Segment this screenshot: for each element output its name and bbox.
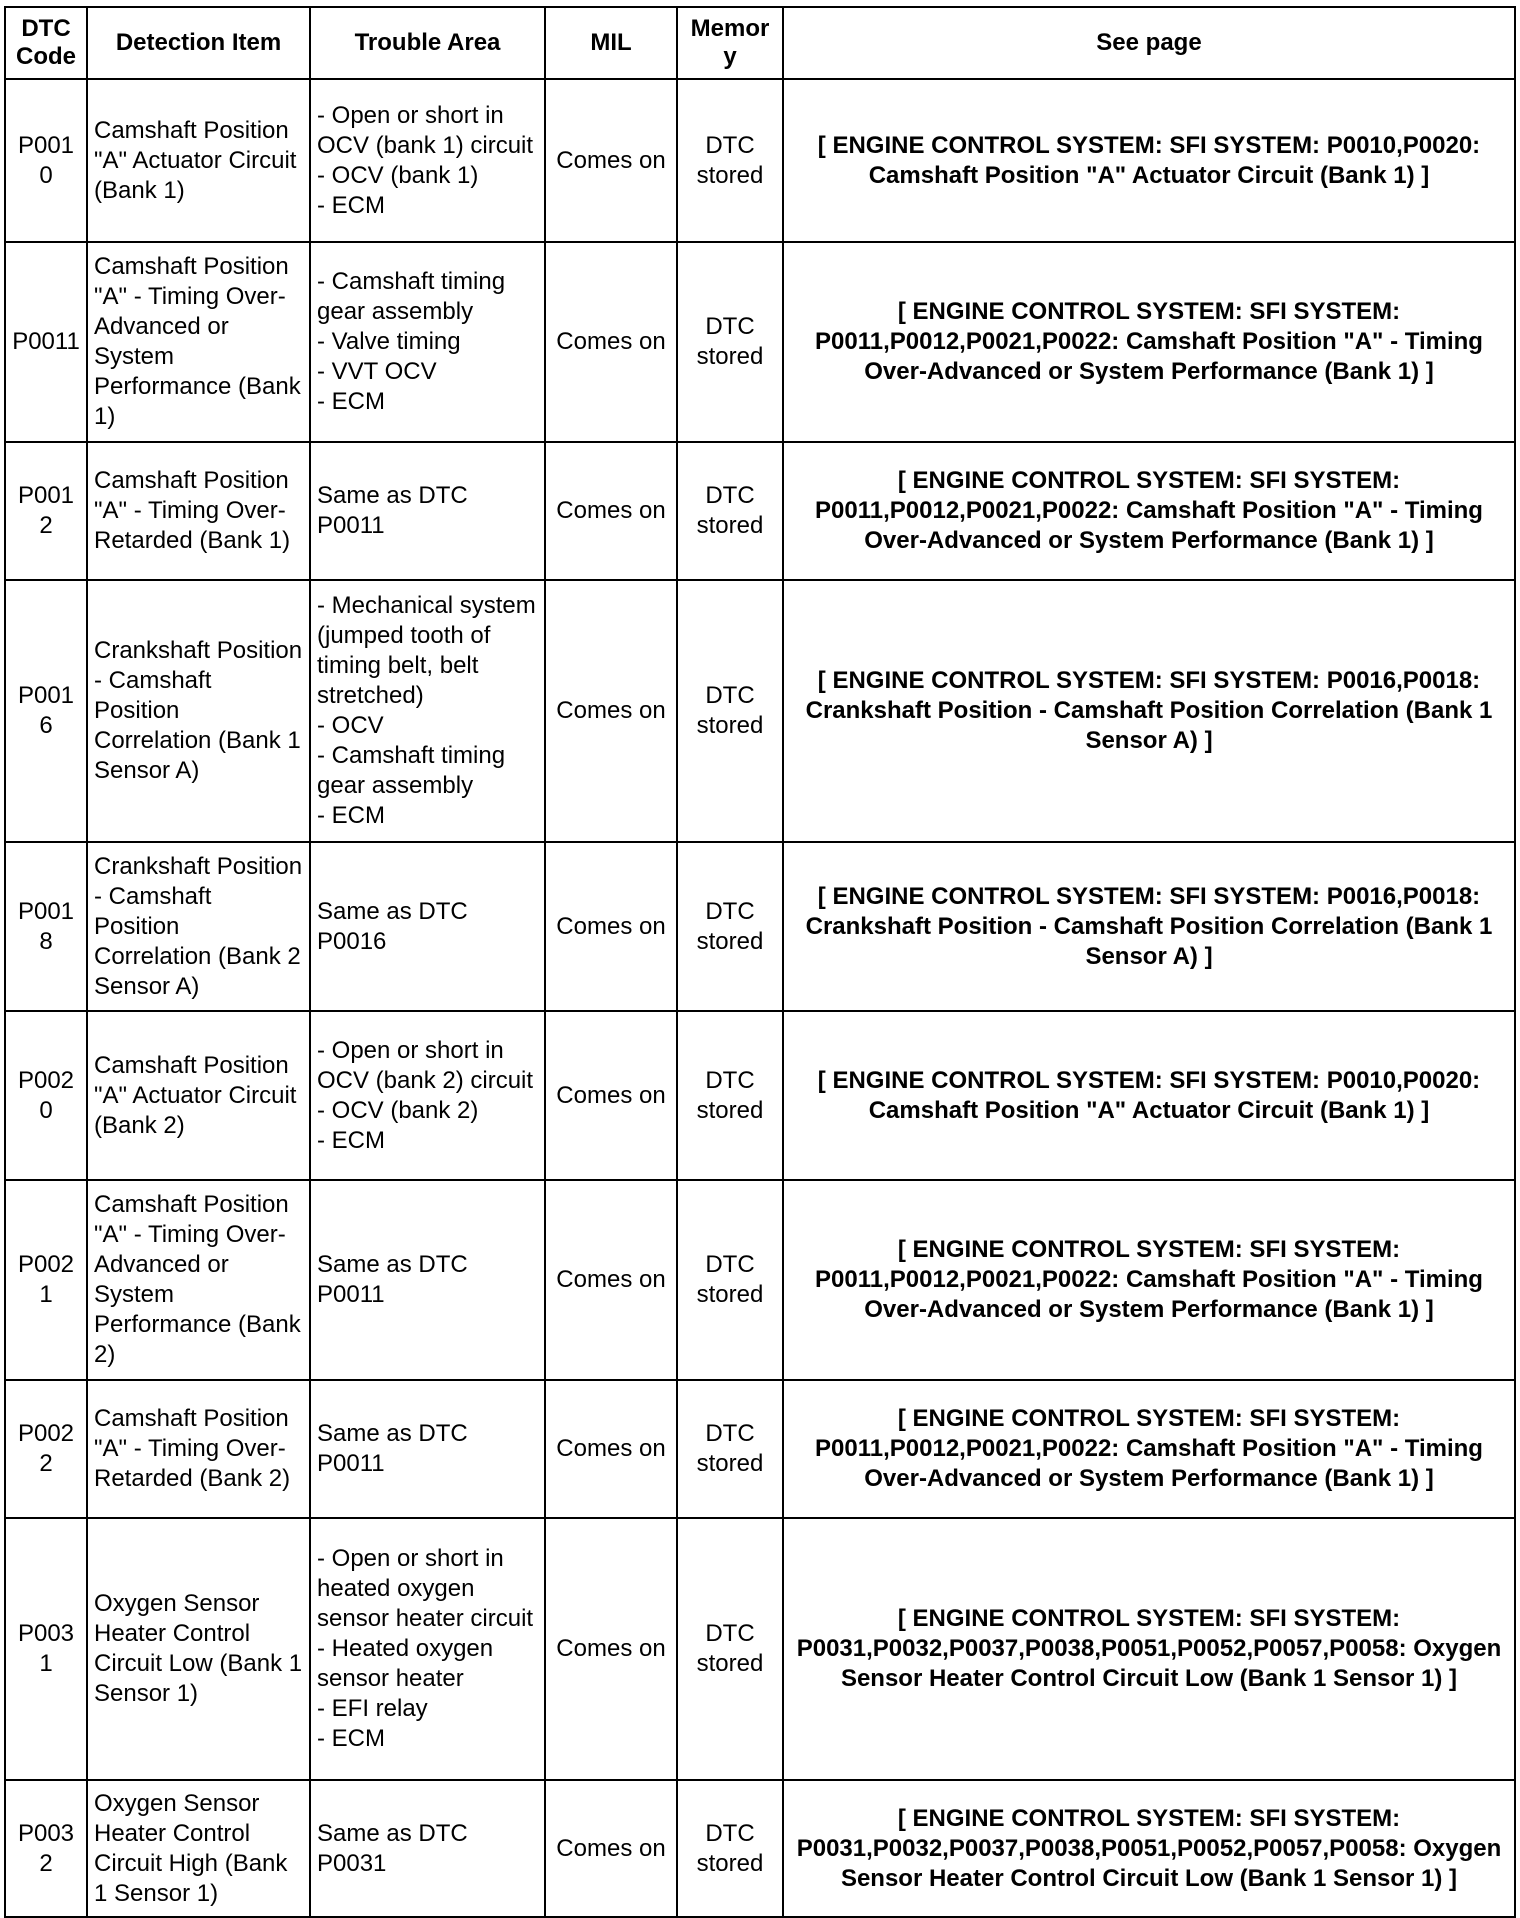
see-page-link[interactable]: [ ENGINE CONTROL SYSTEM: SFI SYSTEM: P0031,P0032,P0037,P0038,P0051,P0052,P0057,P0058: Oxygen Sensor Heater Control Circuit Low (Bank 1 Sensor 1) ] (783, 1518, 1515, 1780)
trouble-area-line: - ECM (317, 1126, 385, 1154)
trouble-area-line: - Valve timing (317, 328, 461, 355)
see-page-link[interactable]: [ ENGINE CONTROL SYSTEM: SFI SYSTEM: P0016,P0018: Crankshaft Position - Camshaft Position Correlation (Bank 1 Sensor A) ] (783, 842, 1515, 1011)
see-page-link[interactable]: [ ENGINE CONTROL SYSTEM: SFI SYSTEM: P0011,P0012,P0021,P0022: Camshaft Position "A" - Timing Over-Advanced or System Performance (Bank 1) ] (783, 1180, 1515, 1380)
mil-cell: Comes on (545, 1518, 677, 1780)
table-row (5, 842, 1515, 1011)
trouble-area-cell (310, 580, 545, 842)
memory-cell: DTC stored (677, 1380, 783, 1518)
trouble-area-line: Same as DTC P0011 (317, 1420, 468, 1477)
table-row (5, 1780, 1515, 1917)
dtc-code-cell: P0012 (5, 442, 87, 580)
memory-cell: DTC stored (677, 842, 783, 1011)
table-body (5, 79, 1515, 1917)
dtc-code-cell: P0018 (5, 842, 87, 1011)
header-memory: Memory (677, 7, 783, 79)
table-row (5, 1380, 1515, 1518)
mil-cell: Comes on (545, 1180, 677, 1380)
table-row (5, 1180, 1515, 1380)
mil-cell: Comes on (545, 1380, 677, 1518)
trouble-area-line: - OCV (317, 712, 384, 739)
dtc-code-cell: P0016 (5, 580, 87, 842)
trouble-area-line: - Open or short in OCV (bank 1) circuit (317, 101, 534, 159)
detection-item-cell: Camshaft Position "A" - Timing Over-Advanced or System Performance (Bank 1) (87, 242, 310, 442)
trouble-area-cell (310, 1518, 545, 1780)
trouble-area-cell (310, 1180, 545, 1380)
mil-cell: Comes on (545, 442, 677, 580)
memory-cell: DTC stored (677, 242, 783, 442)
trouble-area-line: - Open or short in heated oxygen sensor heater circuit (317, 1545, 534, 1632)
detection-item-cell: Oxygen Sensor Heater Control Circuit High (Bank 1 Sensor 1) (87, 1780, 310, 1917)
header-mil: MIL (545, 7, 677, 79)
header-dtc-code: DTC Code (5, 7, 87, 79)
trouble-area-line: - OCV (bank 2) (317, 1096, 479, 1124)
table-row (5, 580, 1515, 842)
dtc-code-cell: P0020 (5, 1011, 87, 1180)
mil-cell: Comes on (545, 1011, 677, 1180)
trouble-area-line: - ECM (317, 802, 385, 829)
trouble-area-line: - VVT OCV (317, 358, 437, 385)
table-row (5, 442, 1515, 580)
table-row (5, 242, 1515, 442)
trouble-area-cell (310, 442, 545, 580)
table-header (5, 7, 1515, 79)
trouble-area-line: - Open or short in OCV (bank 2) circuit (317, 1036, 534, 1094)
header-row (5, 7, 1515, 79)
trouble-area-line: - OCV (bank 1) (317, 161, 479, 189)
dtc-code-cell: P0010 (5, 79, 87, 242)
trouble-area-line: - ECM (317, 1725, 385, 1752)
detection-item-cell: Camshaft Position "A" - Timing Over-Retarded (Bank 1) (87, 442, 310, 580)
header-detection-item: Detection Item (87, 7, 310, 79)
see-page-link[interactable]: [ ENGINE CONTROL SYSTEM: SFI SYSTEM: P0016,P0018: Crankshaft Position - Camshaft Position Correlation (Bank 1 Sensor A) ] (783, 580, 1515, 842)
trouble-area-line: - ECM (317, 191, 385, 219)
trouble-area-line: - Heated oxygen sensor heater (317, 1635, 494, 1692)
trouble-area-line: - EFI relay (317, 1695, 428, 1722)
memory-cell: DTC stored (677, 1780, 783, 1917)
detection-item-cell: Camshaft Position "A" Actuator Circuit (Bank 2) (87, 1011, 310, 1180)
trouble-area-line: Same as DTC P0016 (317, 897, 468, 955)
trouble-area-line: - Camshaft timing gear assembly (317, 268, 506, 325)
memory-cell: DTC stored (677, 1180, 783, 1380)
detection-item-cell: Camshaft Position "A" Actuator Circuit (Bank 1) (87, 79, 310, 242)
mil-cell: Comes on (545, 1780, 677, 1917)
memory-cell: DTC stored (677, 442, 783, 580)
trouble-area-line: Same as DTC P0011 (317, 482, 468, 539)
trouble-area-cell (310, 1380, 545, 1518)
detection-item-cell: Oxygen Sensor Heater Control Circuit Low (Bank 1 Sensor 1) (87, 1518, 310, 1780)
memory-cell: DTC stored (677, 1011, 783, 1180)
trouble-area-cell (310, 79, 545, 242)
see-page-link[interactable]: [ ENGINE CONTROL SYSTEM: SFI SYSTEM: P0011,P0012,P0021,P0022: Camshaft Position "A" - Timing Over-Advanced or System Performance (Bank 1) ] (783, 242, 1515, 442)
memory-cell: DTC stored (677, 580, 783, 842)
table-row (5, 1518, 1515, 1780)
dtc-code-cell: P0021 (5, 1180, 87, 1380)
dtc-code-cell: P0011 (5, 242, 87, 442)
mil-cell: Comes on (545, 79, 677, 242)
trouble-area-line: - Camshaft timing gear assembly (317, 742, 506, 799)
trouble-area-line: - ECM (317, 388, 385, 415)
trouble-area-cell (310, 1011, 545, 1180)
see-page-link[interactable]: [ ENGINE CONTROL SYSTEM: SFI SYSTEM: P0010,P0020: Camshaft Position "A" Actuator Circuit (Bank 1) ] (783, 79, 1515, 242)
table-row (5, 1011, 1515, 1180)
mil-cell: Comes on (545, 580, 677, 842)
detection-item-cell: Camshaft Position "A" - Timing Over-Retarded (Bank 2) (87, 1380, 310, 1518)
header-trouble-area: Trouble Area (310, 7, 545, 79)
trouble-area-cell (310, 242, 545, 442)
detection-item-cell: Camshaft Position "A" - Timing Over-Advanced or System Performance (Bank 2) (87, 1180, 310, 1380)
table-row (5, 79, 1515, 242)
dtc-code-cell: P0022 (5, 1380, 87, 1518)
trouble-area-line: - Mechanical system (jumped tooth of timing belt, belt stretched) (317, 592, 536, 709)
dtc-code-cell: P0031 (5, 1518, 87, 1780)
trouble-area-line: Same as DTC P0011 (317, 1251, 468, 1308)
memory-cell: DTC stored (677, 79, 783, 242)
trouble-area-line: Same as DTC P0031 (317, 1819, 468, 1877)
mil-cell: Comes on (545, 842, 677, 1011)
memory-cell: DTC stored (677, 1518, 783, 1780)
dtc-table (4, 6, 1516, 1918)
detection-item-cell: Crankshaft Position - Camshaft Position Correlation (Bank 1 Sensor A) (87, 580, 310, 842)
dtc-table-container (4, 6, 1514, 1918)
mil-cell: Comes on (545, 242, 677, 442)
see-page-link[interactable]: [ ENGINE CONTROL SYSTEM: SFI SYSTEM: P0031,P0032,P0037,P0038,P0051,P0052,P0057,P0058: Oxygen Sensor Heater Control Circuit Low (Bank 1 Sensor 1) ] (783, 1780, 1515, 1917)
detection-item-cell: Crankshaft Position - Camshaft Position Correlation (Bank 2 Sensor A) (87, 842, 310, 1011)
dtc-code-cell: P0032 (5, 1780, 87, 1917)
see-page-link[interactable]: [ ENGINE CONTROL SYSTEM: SFI SYSTEM: P0011,P0012,P0021,P0022: Camshaft Position "A" - Timing Over-Advanced or System Performance (Bank 1) ] (783, 1380, 1515, 1518)
see-page-link[interactable]: [ ENGINE CONTROL SYSTEM: SFI SYSTEM: P0011,P0012,P0021,P0022: Camshaft Position "A" - Timing Over-Advanced or System Performance (Bank 1) ] (783, 442, 1515, 580)
see-page-link[interactable]: [ ENGINE CONTROL SYSTEM: SFI SYSTEM: P0010,P0020: Camshaft Position "A" Actuator Circuit (Bank 1) ] (783, 1011, 1515, 1180)
trouble-area-cell (310, 842, 545, 1011)
trouble-area-cell (310, 1780, 545, 1917)
header-see-page: See page (783, 7, 1515, 79)
